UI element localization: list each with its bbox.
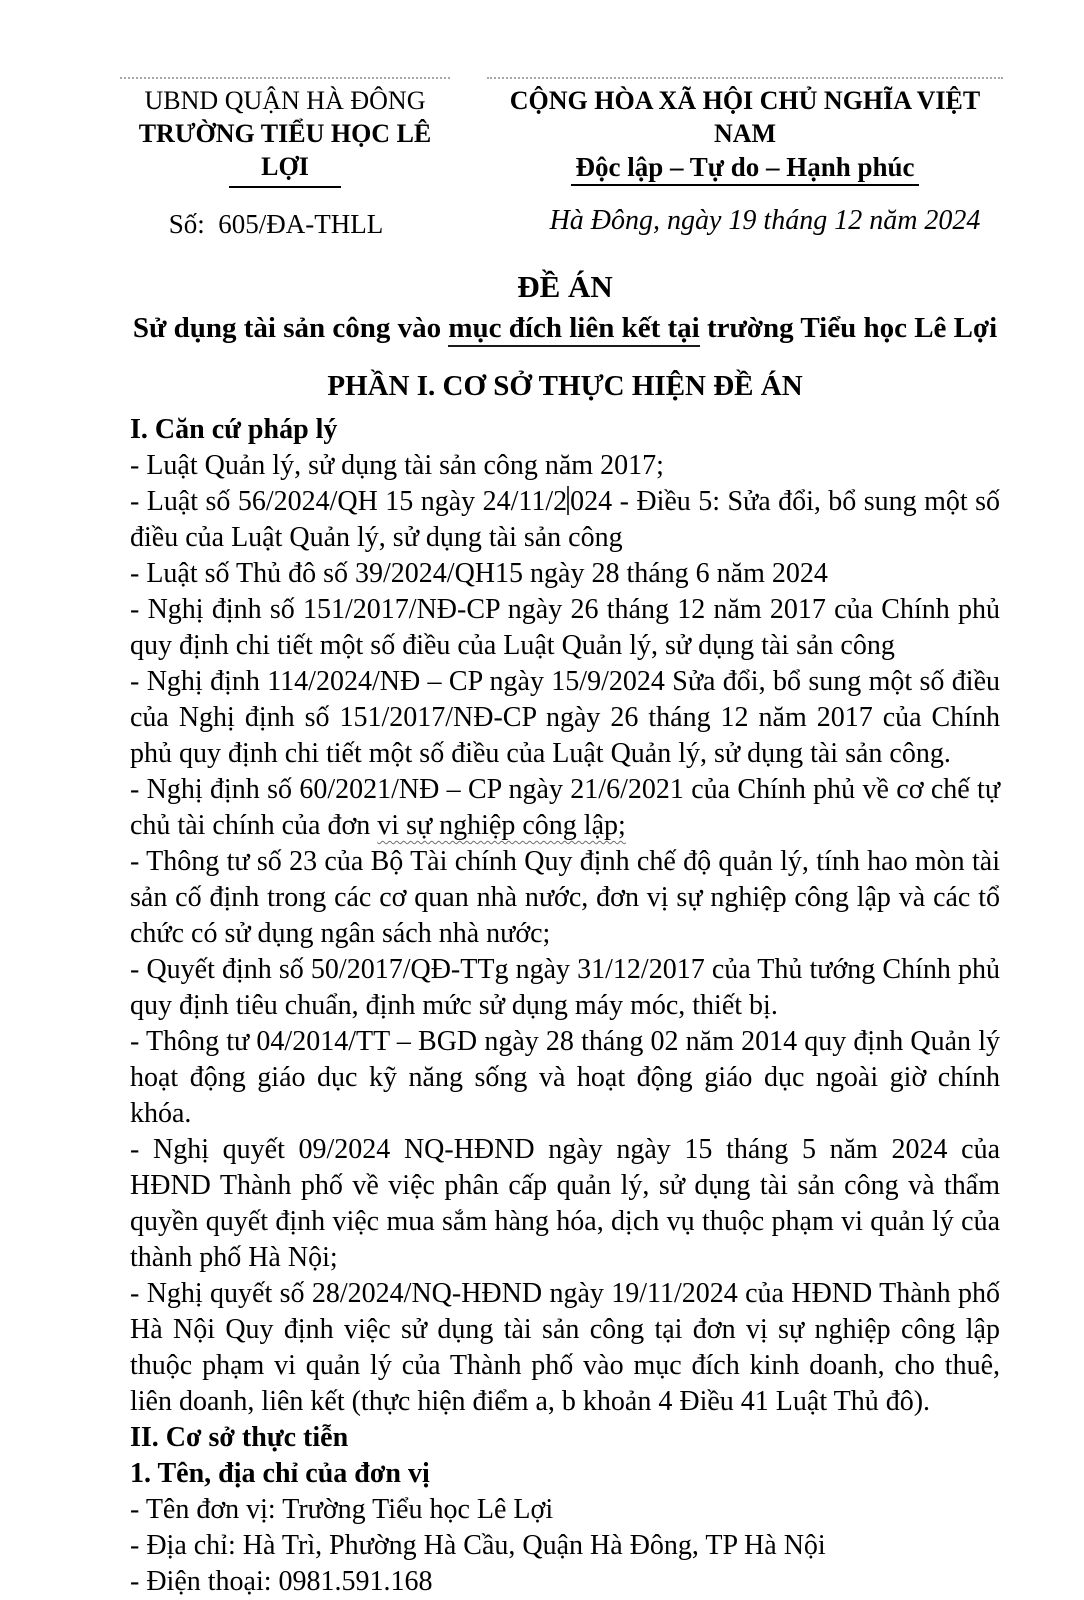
paragraph-unit-name: - Tên đơn vị: Trường Tiểu học Lê Lợi (130, 1494, 554, 1525)
place-date-line: Hà Đông, ngày 19 tháng 12 năm 2024 (549, 205, 981, 236)
org-name: TRƯỜNG TIỂU HỌC LÊ LỢI (138, 119, 432, 181)
text-caret (567, 486, 569, 515)
paragraph-unit-phone: - Điện thoại: 0981.591.168 (130, 1566, 433, 1597)
issuing-org-block (120, 77, 450, 240)
paragraph-decree-60 (130, 772, 1000, 844)
document-header (120, 77, 1084, 240)
title-block (130, 268, 1000, 404)
national-header-block (487, 77, 1003, 240)
document-body[interactable] (130, 412, 1000, 1600)
spellcheck-wavy-text: vi sự nghiệp công lập; (377, 810, 626, 841)
document-subtitle (130, 310, 1000, 346)
paragraph-circular-23: - Thông tư số 23 của Bộ Tài chính Quy định chế độ quản lý, tính hao mòn tài sản cố định trong các cơ quan nhà nước, đơn vị sự nghiệp công lập và các tổ chức có sử dụng ngân sách nhà nước; (130, 846, 1000, 949)
paragraph-text: - Luật số 56/2024/QH 15 ngày 24/11/2 (130, 486, 568, 517)
paragraph-law-56-2024 (130, 484, 1000, 556)
paragraph-capital-law: - Luật số Thủ đô số 39/2024/QH15 ngày 28 tháng 6 năm 2024 (130, 558, 828, 589)
heading-unit-name-address: 1. Tên, địa chỉ của đơn vị (130, 1458, 430, 1489)
paragraph-law-2017: - Luật Quản lý, sử dụng tài sản công năm 2017; (130, 450, 664, 481)
subtitle-post: trường Tiểu học Lê Lợi (699, 312, 998, 344)
heading-practical-basis: II. Cơ sở thực tiễn (130, 1422, 349, 1453)
paragraph-text: - Nghị định số 60/2021/NĐ – CP ngày 21/6/2021 của Chính phủ về cơ chế tự chủ tài chính của đơn (130, 774, 1000, 841)
org-name-underline (229, 186, 341, 188)
org-parent-name: UBND QUẬN HÀ ĐÔNG (144, 86, 426, 115)
paragraph-resolution-09: - Nghị quyết 09/2024 NQ-HĐND ngày ngày 15 tháng 5 năm 2024 của HĐND Thành phố về việc phân cấp quản lý, sử dụng tài sản công và thẩm quyền quyết định việc mua sắm hàng hóa, dịch vụ thuộc phạm vi quản lý của thành phố Hà Nội; (130, 1134, 1000, 1273)
paragraph-decree-114: - Nghị định 114/2024/NĐ – CP ngày 15/9/2024 Sửa đổi, bổ sung một số điều của Nghị định số 151/2017/NĐ-CP ngày 26 tháng 12 năm 2017 của Chính phủ quy định chi tiết một số điều của Luật Quản lý, sử dụng tài sản công. (130, 666, 1000, 769)
paragraph-text: 024 - Điều 5: Sửa đổi, bổ sung một số điều của Luật Quản lý, sử dụng tài sản công (130, 486, 1000, 553)
paragraph-decision-50: - Quyết định số 50/2017/QĐ-TTg ngày 31/12/2017 của Thủ tướng Chính phủ quy định tiêu chuẩn, định mức sử dụng máy móc, thiết bị. (130, 954, 1000, 1021)
document-title: ĐỀ ÁN (517, 269, 613, 304)
national-title: CỘNG HÒA XÃ HỘI CHỦ NGHĨA VIỆT NAM (509, 86, 981, 148)
paragraph-decree-151: - Nghị định số 151/2017/NĐ-CP ngày 26 tháng 12 năm 2017 của Chính phủ quy định chi tiết một số điều của Luật Quản lý, sử dụng tài sản công (130, 594, 1000, 661)
paragraph-unit-address: - Địa chỉ: Hà Trì, Phường Hà Cầu, Quận Hà Đông, TP Hà Nội (130, 1530, 826, 1561)
national-motto-text: Độc lập – Tự do – Hạnh phúc (571, 152, 918, 186)
heading-legal-basis: I. Căn cứ pháp lý (130, 414, 338, 445)
paragraph-circular-04: - Thông tư 04/2014/TT – BGD ngày 28 tháng 02 năm 2014 quy định Quản lý hoạt động giáo dục kỹ năng sống và hoạt động giáo dục ngoài giờ chính khóa. (130, 1026, 1000, 1129)
part-heading: PHẦN I. CƠ SỞ THỰC HIỆN ĐỀ ÁN (327, 370, 803, 402)
national-motto (487, 150, 1003, 185)
document-number: Số: 605/ĐA-THLL (168, 209, 384, 239)
subtitle-underlined-text: mục đích liên kết tại (448, 312, 699, 347)
paragraph-resolution-28: - Nghị quyết số 28/2024/NQ-HĐND ngày 19/11/2024 của HĐND Thành phố Hà Nội Quy định việc sử dụng tài sản công tại đơn vị sự nghiệp công lập thuộc phạm vi quản lý của Thành phố vào mục đích kinh doanh, cho thuê, liên doanh, liên kết (thực hiện điểm a, b khoản 4 Điều 41 Luật Thủ đô). (130, 1278, 1000, 1417)
subtitle-pre: Sử dụng tài sản công vào (132, 312, 449, 344)
